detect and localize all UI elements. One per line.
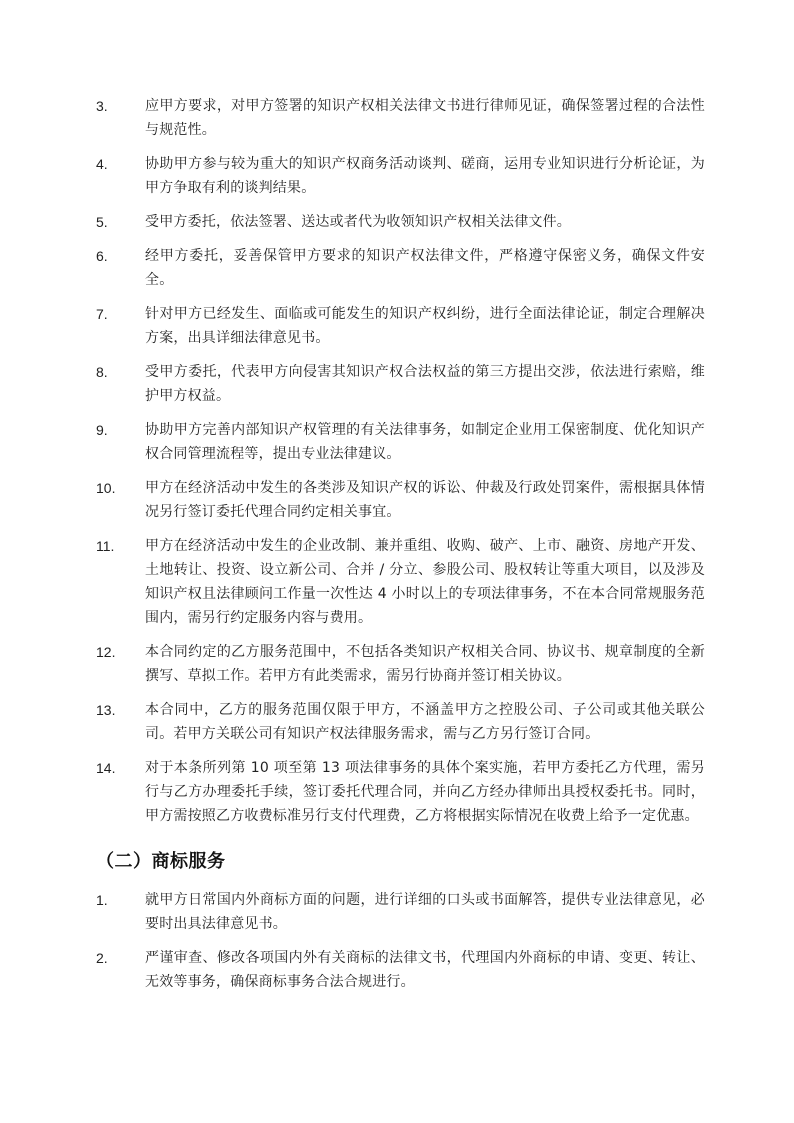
item-text: 严谨审查、修改各项国内外有关商标的法律文书，代理国内外商标的申请、变更、转让、无效等事务，确保商标事务合法合规进行。 <box>145 950 705 990</box>
item-number: 7. <box>96 306 108 322</box>
item-number: 6. <box>96 248 108 264</box>
item-text: 应甲方要求，对甲方签署的知识产权相关法律文书进行律师见证，确保签署过程的合法性与规范性。 <box>145 98 705 138</box>
item-text: 协助甲方完善内部知识产权管理的有关法律事务，如制定企业用工保密制度、优化知识产权合同管理流程等，提出专业法律建议。 <box>145 422 705 462</box>
item-number: 4. <box>96 156 108 172</box>
list-item <box>0 94 794 142</box>
list-item <box>0 210 794 234</box>
list-item <box>0 360 794 408</box>
list-item <box>0 640 794 688</box>
list-item <box>0 946 794 994</box>
ip-services-list <box>0 94 794 838</box>
item-text: 甲方在经济活动中发生的企业改制、兼并重组、收购、破产、上市、融资、房地产开发、土地转让、投资、设立新公司、合并 / 分立、参股公司、股权转让等重大项目，以及涉及知识产权且法律顾问工作量一次性达 4 小时以上的专项法律事务，不在本合同常规服务范围内，需另行约定服务内容与费用。 <box>145 538 705 626</box>
item-number: 5. <box>96 214 108 230</box>
item-text: 本合同中，乙方的服务范围仅限于甲方，不涵盖甲方之控股公司、子公司或其他关联公司。若甲方关联公司有知识产权法律服务需求，需与乙方另行签订合同。 <box>145 702 705 742</box>
item-number: 2. <box>96 950 108 966</box>
list-item <box>0 888 794 936</box>
item-text: 甲方在经济活动中发生的各类涉及知识产权的诉讼、仲裁及行政处罚案件，需根据具体情况另行签订委托代理合同约定相关事宜。 <box>145 480 705 520</box>
item-number: 10. <box>96 480 116 496</box>
item-text: 就甲方日常国内外商标方面的问题，进行详细的口头或书面解答，提供专业法律意见，必要时出具法律意见书。 <box>145 892 705 932</box>
list-item <box>0 244 794 292</box>
list-item <box>0 302 794 350</box>
list-item <box>0 152 794 200</box>
item-number: 8. <box>96 364 108 380</box>
list-item <box>0 534 794 630</box>
item-number: 3. <box>96 98 108 114</box>
item-number: 9. <box>96 422 108 438</box>
item-text: 本合同约定的乙方服务范围中，不包括各类知识产权相关合同、协议书、规章制度的全新撰写、草拟工作。若甲方有此类需求，需另行协商并签订相关协议。 <box>145 644 705 684</box>
section-heading: （二）商标服务 <box>96 851 226 872</box>
item-text: 协助甲方参与较为重大的知识产权商务活动谈判、磋商，运用专业知识进行分析论证，为甲方争取有利的谈判结果。 <box>145 156 705 196</box>
list-item <box>0 476 794 524</box>
item-number: 13. <box>96 702 116 718</box>
item-number: 14. <box>96 760 116 776</box>
item-number: 12. <box>96 644 116 660</box>
list-item <box>0 698 794 746</box>
item-text: 对于本条所列第 10 项至第 13 项法律事务的具体个案实施，若甲方委托乙方代理，需另行与乙方办理委托手续，签订委托代理合同，并向乙方经办律师出具授权委托书。同时，甲方需按照乙方收费标准另行支付代理费，乙方将根据实际情况在收费上给予一定优惠。 <box>145 760 705 824</box>
trademark-services-list <box>0 888 794 1004</box>
item-text: 受甲方委托，代表甲方向侵害其知识产权合法权益的第三方提出交涉，依法进行索赔，维护甲方权益。 <box>145 364 705 404</box>
item-text: 受甲方委托，依法签署、送达或者代为收领知识产权相关法律文件。 <box>145 214 571 230</box>
item-text: 针对甲方已经发生、面临或可能发生的知识产权纠纷，进行全面法律论证，制定合理解决方案，出具详细法律意见书。 <box>145 306 705 346</box>
item-number: 1. <box>96 892 108 908</box>
item-text: 经甲方委托，妥善保管甲方要求的知识产权法律文件，严格遵守保密义务，确保文件安全。 <box>145 248 705 288</box>
list-item <box>0 756 794 828</box>
list-item <box>0 418 794 466</box>
item-number: 11. <box>96 538 115 554</box>
